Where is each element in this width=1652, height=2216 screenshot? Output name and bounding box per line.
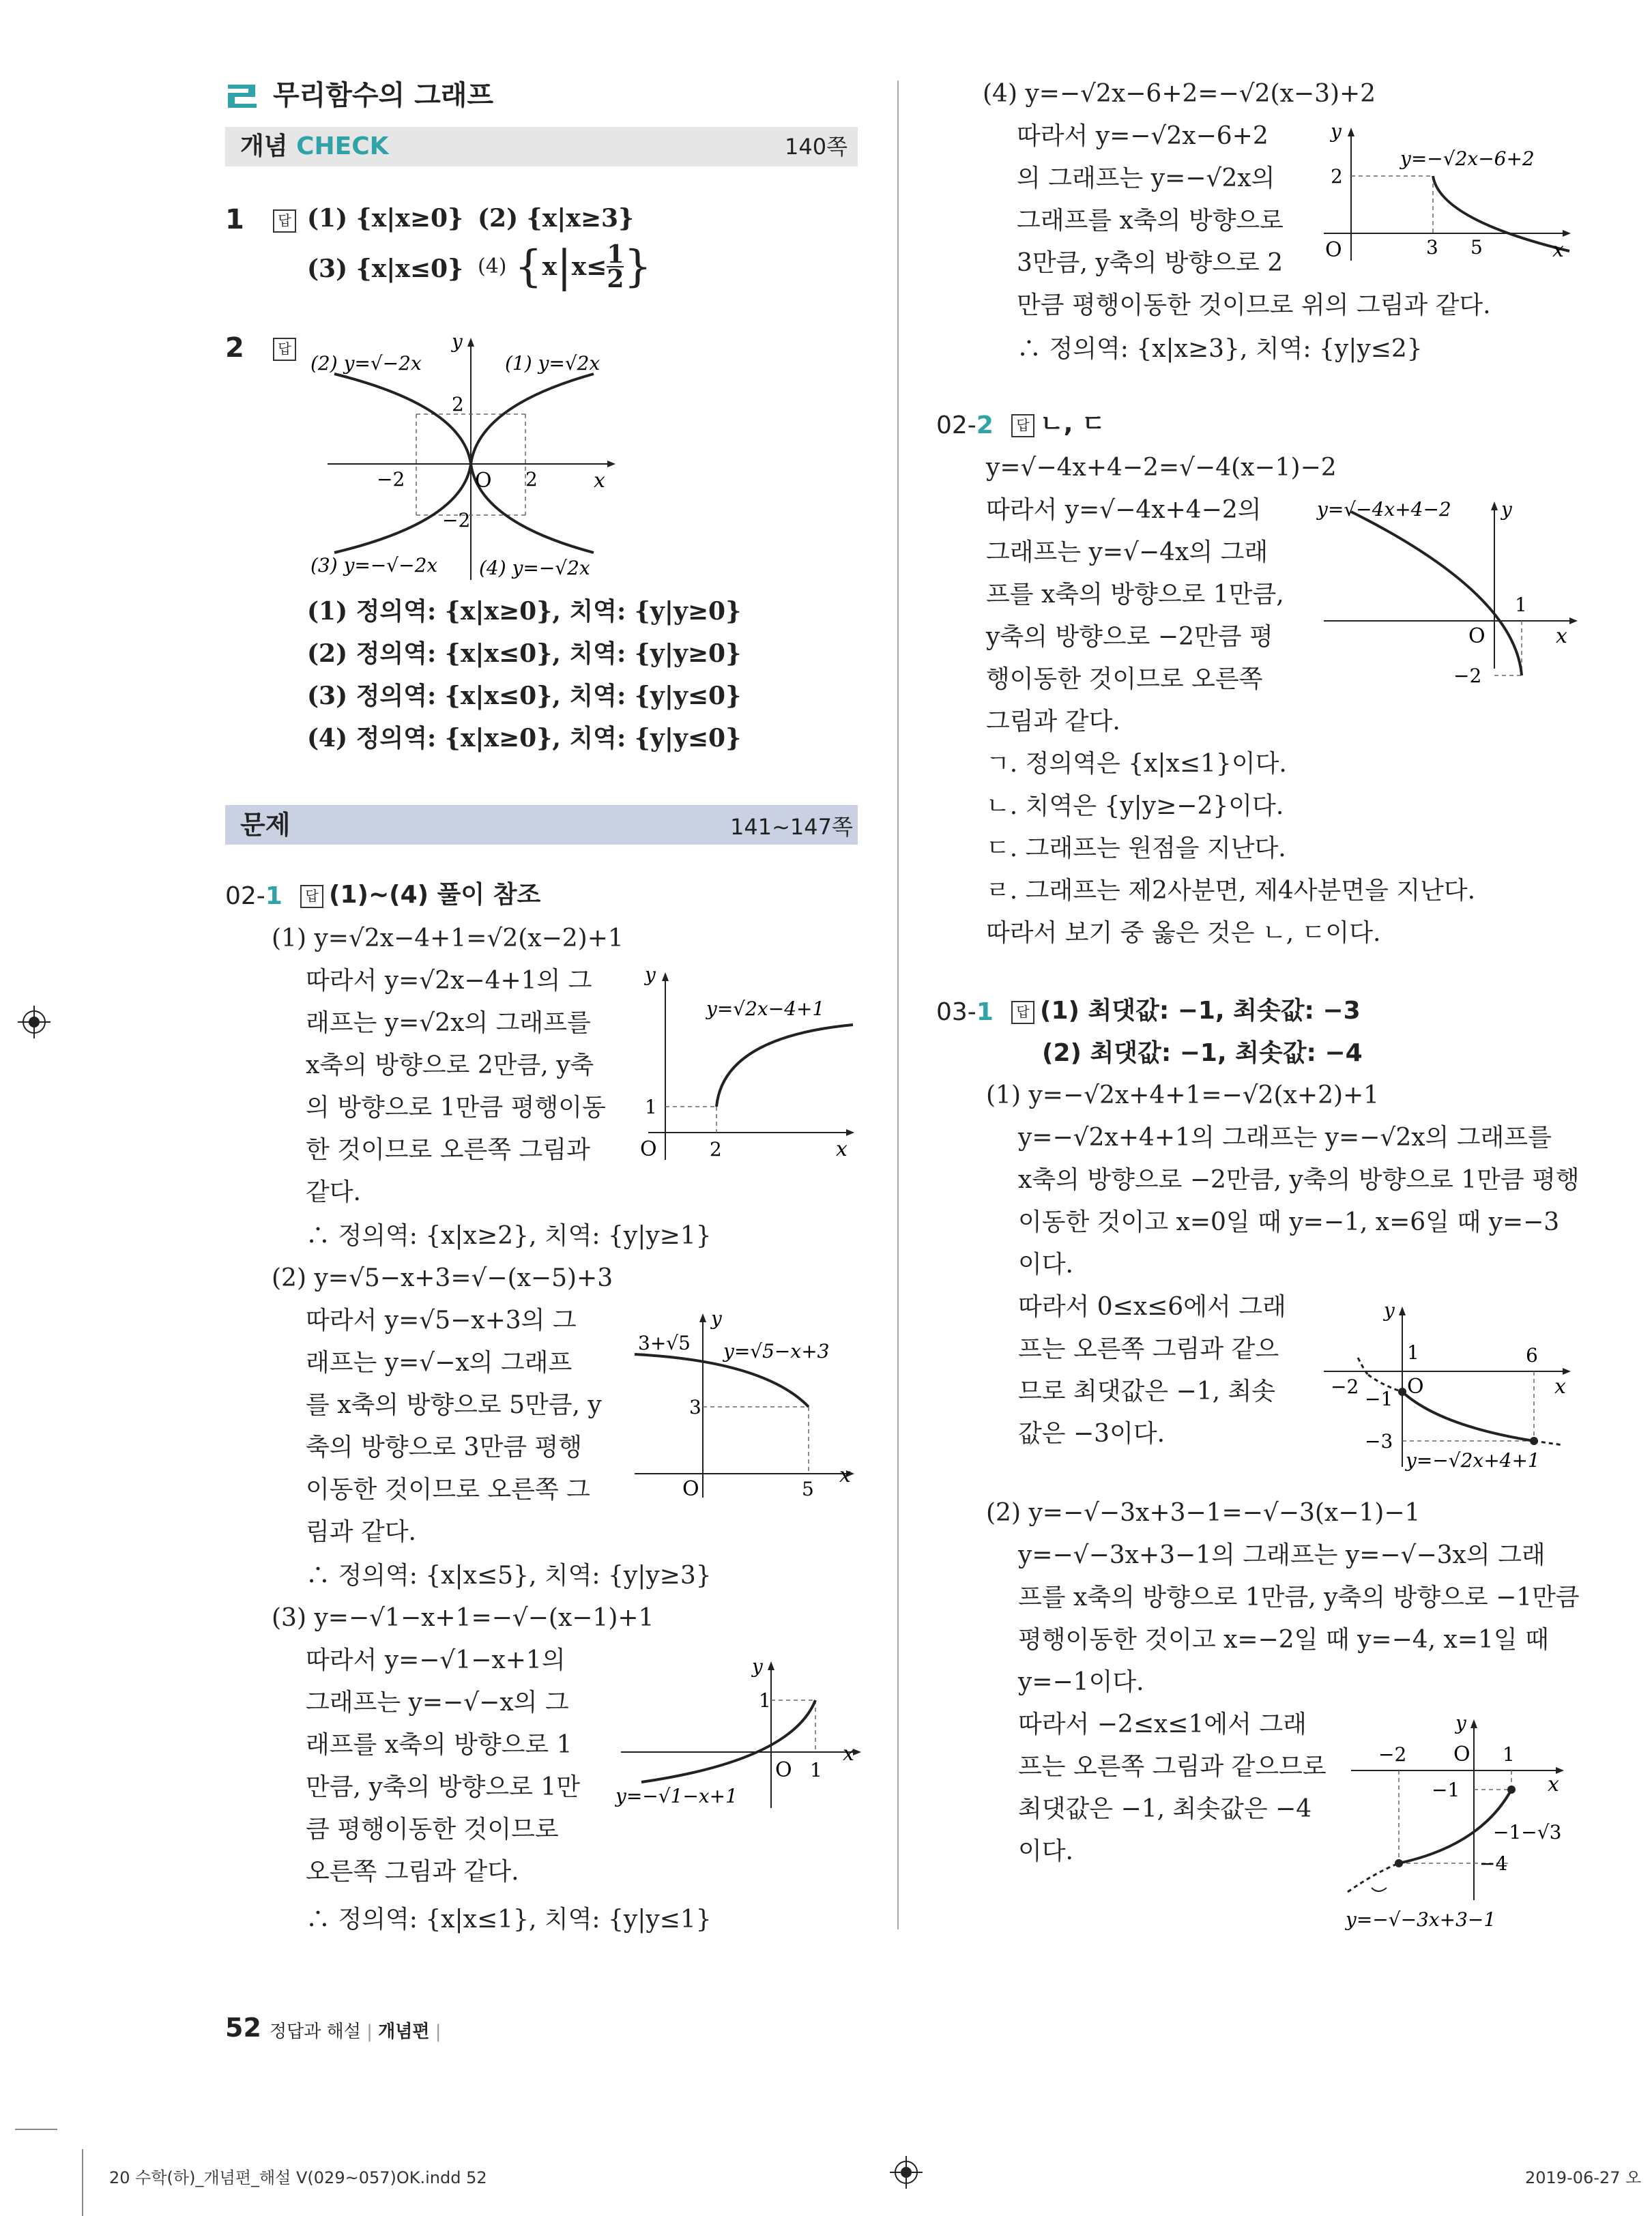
p03-1-s2-eq: (2) y=−√−3x+3−1=−√−3(x−1)−1 — [986, 1499, 1421, 1527]
p02-1-s3-graph — [607, 1651, 867, 1822]
p02-1-s2-result: ∴ 정의역: {x|x≤5}, 치역: {y|y≥3} — [306, 1562, 712, 1590]
p02-1-s2-line: 래프는 y=√−x의 그래프 — [306, 1349, 573, 1377]
p02-1-s2-line: 를 x축의 방향으로 5만큼, y — [306, 1391, 602, 1419]
p02-1-s3-line: 만큼, y축의 방향으로 1만 — [306, 1773, 580, 1801]
p02-1-s1-graph-label: y=√2x−4+1 — [706, 997, 825, 1020]
q2-label-1: (1) y=√2x — [505, 352, 600, 375]
p02-1-s3-line: 래프를 x축의 방향으로 1 — [306, 1731, 573, 1759]
registration-mark-bottom-icon — [890, 2156, 923, 2189]
p02-1-s1-line: 래프는 y=√2x의 그래프를 — [306, 1009, 591, 1037]
p03-1-s1-tick-m2: −2 — [1331, 1375, 1359, 1398]
p02-2-y: y — [1501, 498, 1512, 521]
p02-1-number: 02-1 — [225, 882, 282, 910]
q2-x-label: x — [594, 469, 605, 493]
p03-1-s2-line: 평행이동한 것이고 x=−2일 때 y=−4, x=1일 때 — [1018, 1626, 1549, 1654]
q2-answer-tag: 답 — [273, 333, 302, 363]
p03-1-s1-graph — [1317, 1296, 1576, 1474]
p02-2-number: 02-2 — [936, 411, 994, 439]
p02-1-s1-origin: O — [640, 1137, 657, 1161]
p03-1-s2-tick-m1: −1 — [1432, 1779, 1460, 1801]
p02-2-x: x — [1556, 624, 1567, 648]
p03-1-number: 03-1 — [936, 998, 994, 1026]
p03-1-s2-y: y — [1455, 1712, 1466, 1734]
p02-2-line: 그래프는 y=√−4x의 그래 — [986, 538, 1269, 566]
q1-answer-tag: 답 — [273, 205, 302, 235]
p03-1-answer-1: 답 (1) 최댓값: −1, 최솟값: −3 — [1011, 996, 1361, 1026]
q2-tick-ym2: −2 — [442, 509, 471, 531]
p02-1-s3-line: 오른쪽 그림과 같다. — [306, 1858, 519, 1886]
concept-label: 개념 CHECK — [240, 132, 389, 160]
p02-1-s3-graph-label: y=−√1−x+1 — [615, 1785, 738, 1807]
p02-1-s3-tick-1: 1 — [759, 1689, 771, 1712]
p02-1-s4-tick-2: 2 — [1331, 165, 1343, 188]
p02-2-line: 프를 x축의 방향으로 1만큼, — [986, 581, 1284, 609]
p02-2-line: 행이동한 것이므로 오른쪽 — [986, 665, 1263, 693]
p03-1-s1-y: y — [1384, 1299, 1395, 1322]
column-divider — [897, 81, 899, 1929]
p03-1-s1-line: 이다. — [1018, 1251, 1073, 1279]
p03-1-s1-tick-m3: −3 — [1365, 1430, 1393, 1453]
footer-title: 정답과 해설 | 개념편 | — [270, 2022, 441, 2042]
p02-1-s1-line: x축의 방향으로 2만큼, y축 — [306, 1051, 594, 1079]
p03-1-s1-origin: O — [1407, 1375, 1424, 1399]
p02-1-s1-line: 따라서 y=√2x−4+1의 그 — [306, 967, 592, 995]
p02-1-s3-result: ∴ 정의역: {x|x≤1}, 치역: {y|y≤1} — [306, 1906, 712, 1934]
p02-2-item: ㄷ. 그래프는 원점을 지난다. — [986, 834, 1286, 862]
p03-1-s2-line: 프를 x축의 방향으로 1만큼, y축의 방향으로 −1만큼 — [1018, 1584, 1580, 1612]
p02-1-s2-line: 이동한 것이므로 오른쪽 그 — [306, 1476, 590, 1504]
q1-answer-4: (4) {x|x≤ $\frac{1}{2}$ } — [478, 240, 652, 293]
p02-1-s1-graph — [628, 962, 860, 1167]
p03-1-s1-line: y=−√2x+4+1의 그래프는 y=−√2x의 그래프를 — [1018, 1124, 1552, 1152]
p02-1-answer: 답 (1)∼(4) 풀이 참조 — [300, 880, 540, 910]
p03-1-s1-tick-1: 1 — [1407, 1341, 1419, 1364]
p03-1-s2-line2: 따라서 −2≤x≤1에서 그래 — [1018, 1710, 1307, 1738]
p02-1-s4-graph-label: y=−√2x−6+2 — [1400, 147, 1535, 170]
p02-1-s4-x: x — [1552, 238, 1564, 262]
p02-1-s3-tick-x1: 1 — [810, 1759, 822, 1781]
p03-1-s1-line2: 프는 오른쪽 그림과 같으 — [1018, 1335, 1279, 1363]
p02-1-s3-origin: O — [775, 1758, 792, 1782]
p02-1-s4-result: ∴ 정의역: {x|x≥3}, 치역: {y|y≤2} — [1017, 335, 1423, 363]
p03-1-s2-tick-m4: −4 — [1479, 1852, 1508, 1875]
print-date: 2019-06-27 오 — [1525, 2168, 1642, 2187]
q2-origin: O — [475, 469, 492, 493]
page-number: 52 — [225, 2013, 261, 2043]
p02-1-s1-tick-2: 2 — [710, 1138, 722, 1161]
p02-2-item: ㄱ. 정의역은 {x|x≤1}이다. — [986, 750, 1287, 778]
q2-line-2: (2) 정의역: {x|x≤0}, 치역: {y|y≥0} — [307, 639, 742, 668]
p02-1-s1-eq: (1) y=√2x−4+1=√2(x−2)+1 — [272, 924, 624, 952]
p02-1-s1-line: 같다. — [306, 1178, 361, 1206]
q1-answer-1: (1) {x|x≥0} — [307, 204, 464, 233]
p02-1-s2-line: 림과 같다. — [306, 1518, 416, 1546]
p03-1-s2-line2: 이다. — [1018, 1837, 1073, 1865]
p02-1-s4-tail: 만큼 평행이동한 것이므로 위의 그림과 같다. — [1017, 291, 1491, 319]
registration-mark-icon — [18, 1006, 50, 1038]
section-number-icon — [225, 81, 259, 111]
q2-y-label: y — [452, 330, 463, 353]
q1-answer-2: (2) {x|x≥3} — [478, 204, 635, 233]
p03-1-s1-line2: 므로 최댓값은 −1, 최솟 — [1018, 1377, 1276, 1405]
p02-1-s4-line: 따라서 y=−√2x−6+2 — [1017, 122, 1269, 150]
p02-2-line: y축의 방향으로 −2만큼 평 — [986, 623, 1273, 651]
p02-2-eq: y=√−4x+4−2=√−4(x−1)−2 — [986, 454, 1337, 482]
q1-number: 1 — [225, 204, 244, 235]
p03-1-s2-origin: O — [1453, 1743, 1470, 1766]
p03-1-s2-x: x — [1548, 1773, 1559, 1796]
p02-1-s3-line: 그래프는 y=−√−x의 그 — [306, 1689, 569, 1717]
p02-1-s3-y: y — [752, 1655, 763, 1678]
p02-1-s1-result: ∴ 정의역: {x|x≥2}, 치역: {y|y≥1} — [306, 1222, 712, 1250]
p02-1-s1-x: x — [836, 1137, 847, 1161]
p03-1-s1-line: 이동한 것이고 x=0일 때 y=−1, x=6일 때 y=−3 — [1018, 1208, 1560, 1236]
p03-1-s1-tick-6: 6 — [1526, 1344, 1538, 1367]
concept-accent: CHECK — [296, 132, 389, 160]
p02-1-s1-tick-1: 1 — [645, 1096, 657, 1118]
crop-mark-line — [15, 2129, 57, 2130]
p02-2-answer: 답 ㄴ, ㄷ — [1011, 409, 1105, 439]
p02-1-s1-y: y — [645, 963, 656, 986]
p03-1-s1-eq: (1) y=−√2x+4+1=−√2(x+2)+1 — [986, 1081, 1380, 1109]
p02-1-s3-line: 큼 평행이동한 것이므로 — [306, 1816, 559, 1843]
p03-1-s2-graph-label: y=−√−3x+3−1 — [1346, 1908, 1496, 1931]
p02-2-line: 따라서 y=√−4x+4−2의 — [986, 496, 1262, 524]
p03-1-s2-tick-m1r3: −1−√3 — [1493, 1821, 1562, 1843]
p02-1-s4-graph — [1317, 117, 1576, 267]
p03-1-answer-2: (2) 최댓값: −1, 최솟값: −4 — [1042, 1039, 1363, 1067]
p03-1-s2-line: y=−√−3x+3−1의 그래프는 y=−√−3x의 그래 — [1018, 1541, 1546, 1569]
q2-number: 2 — [225, 332, 244, 364]
crop-mark-vertical — [82, 2149, 83, 2216]
p03-1-s2-line: y=−1이다. — [1018, 1668, 1144, 1696]
q2-tick-xm2: −2 — [377, 468, 405, 491]
p02-1-s3-x: x — [843, 1742, 854, 1766]
p03-1-s1-line2: 값은 −3이다. — [1018, 1420, 1165, 1448]
p02-2-item: ㄴ. 치역은 {y|y≥−2}이다. — [986, 792, 1284, 820]
problem-label: 문제 — [240, 810, 291, 840]
p02-2-tick-m2: −2 — [1453, 665, 1482, 687]
p02-1-s2-graph-label: y=√5−x+3 — [723, 1340, 830, 1362]
p02-1-s4-tick-5: 5 — [1470, 236, 1483, 259]
p02-2-conclusion: 따라서 보기 중 옳은 것은 ㄴ, ㄷ이다. — [986, 919, 1381, 947]
p03-1-s2-tick-m2: −2 — [1378, 1743, 1407, 1766]
q2-label-3: (3) y=−√−2x — [310, 554, 438, 577]
p02-1-s2-x: x — [839, 1463, 851, 1487]
p02-2-graph-label: y=√−4x+4−2 — [1317, 498, 1451, 521]
q2-tick-y2: 2 — [452, 393, 464, 416]
p02-1-s2-graph — [628, 1303, 860, 1501]
q2-line-4: (4) 정의역: {x|x≥0}, 치역: {y|y≤0} — [307, 724, 742, 753]
p02-2-tick-1: 1 — [1515, 594, 1527, 616]
concept-page-ref: 140쪽 — [785, 134, 847, 160]
problem-page-range: 141∼147쪽 — [730, 814, 853, 840]
p02-1-s4-y: y — [1331, 120, 1342, 143]
p02-1-s2-tick-5: 5 — [802, 1478, 814, 1500]
p02-1-s3-line: 따라서 y=−√1−x+1의 — [306, 1646, 566, 1674]
q2-tick-x2: 2 — [525, 468, 538, 491]
p03-1-s1-line2: 따라서 0≤x≤6에서 그래 — [1018, 1293, 1286, 1321]
p02-1-s4-line: 3만큼, y축의 방향으로 2 — [1017, 249, 1284, 277]
p02-2-graph — [1310, 491, 1583, 696]
p02-1-s1-line: 한 것이므로 오른쪽 그림과 — [306, 1136, 590, 1164]
p02-1-s4-line: 의 그래프는 y=−√2x의 — [1017, 164, 1275, 192]
p03-1-s2-line2: 프는 오른쪽 그림과 같으므로 — [1018, 1753, 1327, 1781]
p02-1-s3-eq: (3) y=−√1−x+1=−√−(x−1)+1 — [272, 1604, 654, 1632]
p03-1-s1-graph-label: y=−√2x+4+1 — [1406, 1449, 1540, 1472]
q2-graph — [300, 327, 641, 587]
p02-1-s2-y: y — [711, 1307, 722, 1330]
section-number-badge — [225, 81, 259, 111]
file-info: 20 수학(하)_개념편_해설 V(029~057)OK.indd 52 — [109, 2168, 487, 2187]
p02-1-s2-origin: O — [682, 1477, 699, 1501]
p02-1-s4-eq: (4) y=−√2x−6+2=−√2(x−3)+2 — [983, 80, 1376, 108]
p03-1-s2-tick-1: 1 — [1503, 1743, 1515, 1766]
q2-label-4: (4) y=−√2x — [479, 557, 590, 579]
p02-1-s2-tick-3: 3 — [689, 1396, 701, 1418]
p02-1-s2-line: 축의 방향으로 3만큼 평행 — [306, 1433, 582, 1461]
p03-1-s1-line: x축의 방향으로 −2만큼, y축의 방향으로 1만큼 평행 — [1018, 1166, 1580, 1194]
p03-1-s1-x: x — [1554, 1375, 1566, 1399]
p02-1-s2-tick-top: 3+√5 — [638, 1332, 691, 1354]
p02-1-s4-line: 그래프를 x축의 방향으로 — [1017, 207, 1284, 235]
p02-2-item: ㄹ. 그래프는 제2사분면, 제4사분면을 지난다. — [986, 877, 1476, 905]
p03-1-s2-line2: 최댓값은 −1, 최솟값은 −4 — [1018, 1795, 1312, 1823]
p02-1-s4-tick-3: 3 — [1426, 236, 1438, 259]
p03-1-s2-graph — [1344, 1709, 1576, 1934]
q1-answer-3: (3) {x|x≤0} — [307, 254, 464, 283]
p02-1-s2-line: 따라서 y=√5−x+3의 그 — [306, 1307, 577, 1335]
q2-line-3: (3) 정의역: {x|x≤0}, 치역: {y|y≤0} — [307, 682, 742, 710]
q2-label-2: (2) y=√−2x — [310, 352, 422, 375]
section-title: 무리함수의 그래프 — [273, 80, 494, 111]
p02-1-s4-origin: O — [1325, 238, 1342, 262]
p03-1-s1-tick-m1: −1 — [1365, 1388, 1393, 1410]
q2-line-1: (1) 정의역: {x|x≥0}, 치역: {y|y≥0} — [307, 597, 742, 626]
p02-2-origin: O — [1468, 624, 1486, 648]
p02-1-s2-eq: (2) y=√5−x+3=√−(x−5)+3 — [272, 1264, 613, 1292]
p02-2-line: 그림과 같다. — [986, 708, 1120, 735]
p02-1-s1-line: 의 방향으로 1만큼 평행이동 — [306, 1094, 606, 1122]
